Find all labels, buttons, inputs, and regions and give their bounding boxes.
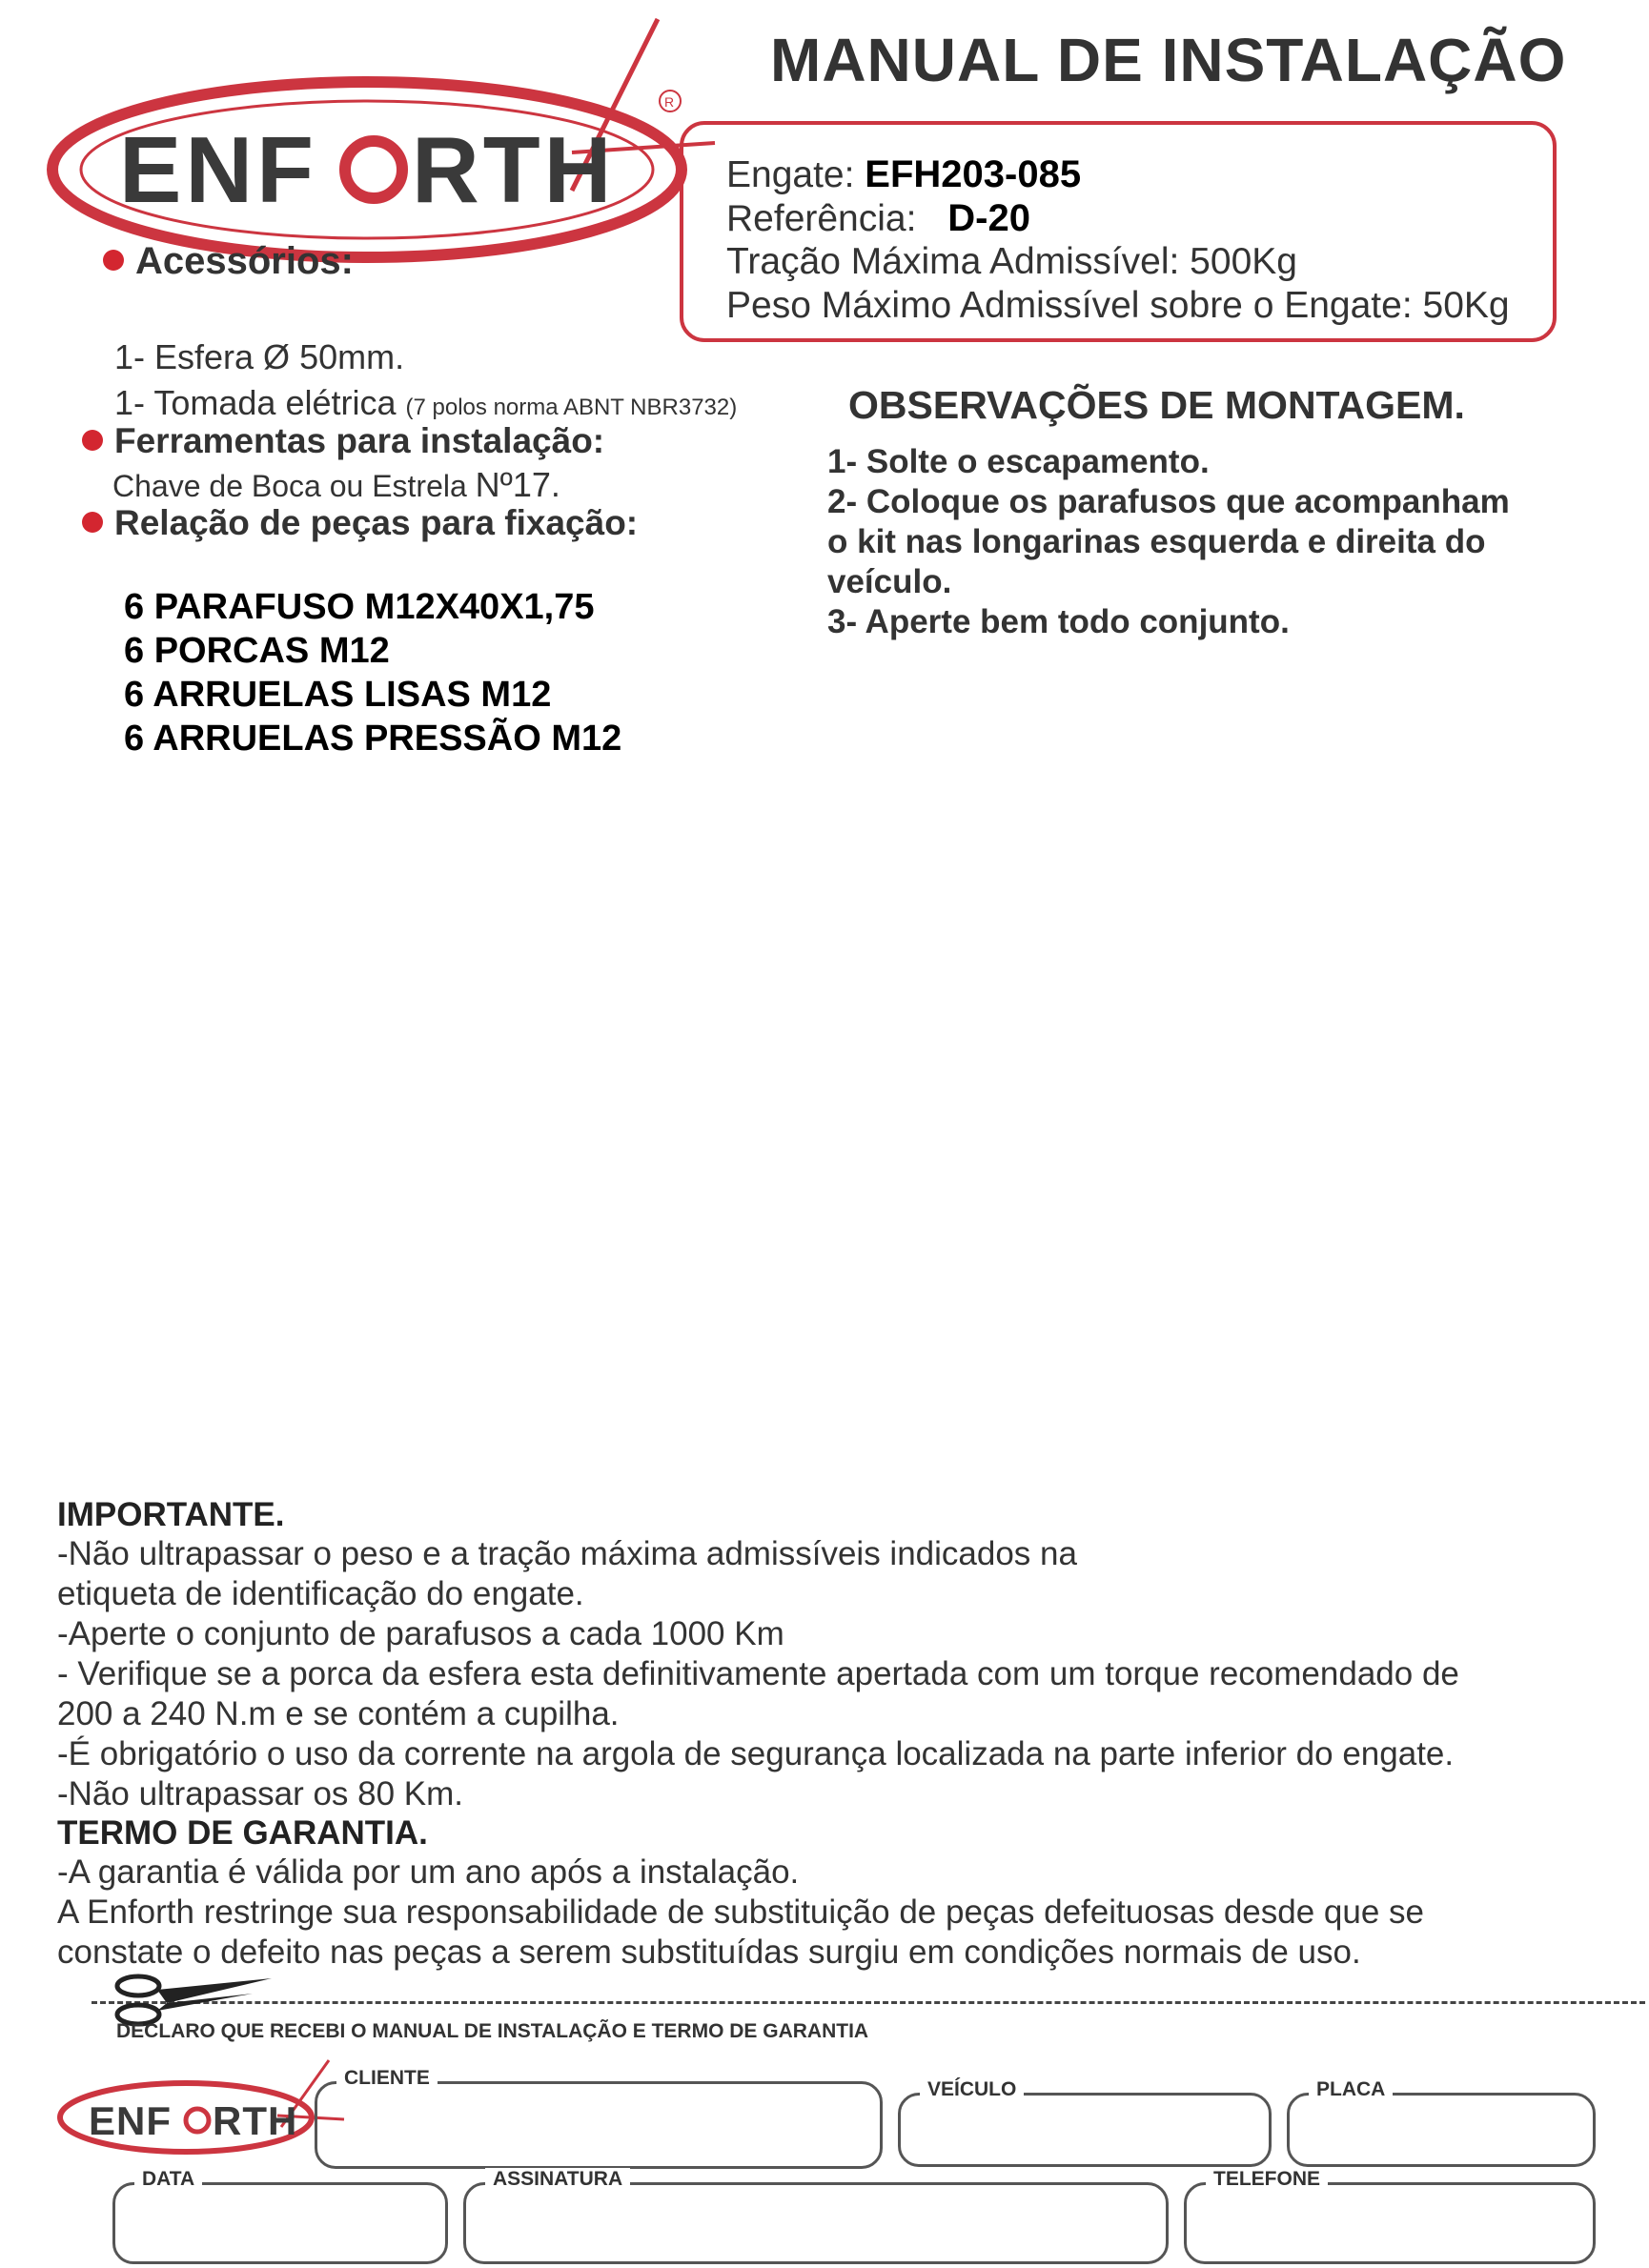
tools-heading xyxy=(82,421,604,461)
tools-text: Chave de Boca ou Estrela xyxy=(112,469,467,503)
warranty-line: -A garantia é válida por um ano após a instalação. xyxy=(57,1853,800,1891)
observation-line: o kit nas longarinas esquerda e direita do xyxy=(827,523,1486,560)
svg-text:RTH: RTH xyxy=(412,117,616,222)
warranty-line: constate o defeito nas peças a serem substituídas surgiu em condições normais de uso. xyxy=(57,1934,1361,1971)
important-line: etiqueta de identificação do engate. xyxy=(57,1575,584,1612)
accessory-note: (7 polos norma ABNT NBR3732) xyxy=(405,395,738,420)
accessory-item xyxy=(114,383,737,423)
warranty-title: TERMO DE GARANTIA. xyxy=(57,1814,428,1852)
referencia-label: Referência: xyxy=(726,198,917,239)
observation-line: veículo. xyxy=(827,563,952,600)
warranty-line: A Enforth restringe sua responsabilidade de substituição de peças defeituosas desde que se xyxy=(57,1893,1425,1931)
bullet-icon xyxy=(103,250,124,271)
important-line: -Não ultrapassar os 80 Km. xyxy=(57,1775,464,1812)
important-line: - Verifique se a porca da esfera esta definitivamente apertada com um torque recomendado de xyxy=(57,1655,1459,1692)
telefone-field[interactable] xyxy=(1184,2168,1596,2264)
svg-text:ENF: ENF xyxy=(119,117,317,222)
telefone-label: TELEFONE xyxy=(1206,2168,1328,2191)
engate-line xyxy=(726,153,1081,196)
engate-value: EFH203-085 xyxy=(865,153,1082,195)
veiculo-field[interactable] xyxy=(898,2078,1272,2167)
declaration-text: DECLARO QUE RECEBI O MANUAL DE INSTALAÇÃO E TERMO DE GARANTIA xyxy=(116,2020,869,2042)
accessory-text: 1- Esfera Ø 50mm. xyxy=(114,337,405,376)
svg-text:ENF: ENF xyxy=(89,2098,172,2143)
accessory-item xyxy=(114,337,404,377)
parts-item: 6 ARRUELAS PRESSÃO M12 xyxy=(124,719,622,759)
accessory-text: 1- Tomada elétrica xyxy=(114,383,397,422)
assinatura-label: ASSINATURA xyxy=(485,2168,630,2191)
parts-heading xyxy=(82,503,638,543)
spec-box xyxy=(680,121,1557,342)
placa-field[interactable] xyxy=(1287,2078,1596,2167)
referencia-line xyxy=(726,197,1030,240)
page-title: MANUAL DE INSTALAÇÃO xyxy=(770,26,1567,94)
enforth-logo xyxy=(38,0,724,276)
observation-line: 1- Solte o escapamento. xyxy=(827,443,1210,480)
tracao-line: Tração Máxima Admissível: 500Kg xyxy=(726,241,1297,282)
peso-line: Peso Máximo Admissível sobre o Engate: 50Kg xyxy=(726,285,1510,326)
cliente-label: CLIENTE xyxy=(336,2067,438,2090)
important-title: IMPORTANTE. xyxy=(57,1496,285,1533)
cliente-field[interactable] xyxy=(315,2067,883,2169)
referencia-value: D-20 xyxy=(947,197,1030,239)
data-field[interactable] xyxy=(112,2168,448,2264)
accessories-heading xyxy=(103,240,354,283)
tools-title: Ferramentas para instalação: xyxy=(114,421,605,460)
parts-item: 6 ARRUELAS LISAS M12 xyxy=(124,675,552,715)
parts-item: 6 PORCAS M12 xyxy=(124,631,390,671)
observations-title: OBSERVAÇÕES DE MONTAGEM. xyxy=(848,383,1465,427)
important-line: -É obrigatório o uso da corrente na argola de segurança localizada na parte inferior do engate. xyxy=(57,1735,1455,1772)
bullet-icon xyxy=(82,430,103,451)
placa-label: PLACA xyxy=(1309,2078,1393,2101)
important-line: -Não ultrapassar o peso e a tração máxima admissíveis indicados na xyxy=(57,1535,1077,1572)
tools-size: Nº17. xyxy=(475,465,560,504)
parts-list xyxy=(124,585,621,760)
observations-list xyxy=(827,442,1510,642)
observation-line: 2- Coloque os parafusos que acompanham xyxy=(827,483,1510,520)
important-line: -Aperte o conjunto de parafusos a cada 1000 Km xyxy=(57,1615,784,1652)
engate-label: Engate: xyxy=(726,154,855,195)
tools-text-line xyxy=(112,465,560,505)
accessories-title: Acessórios: xyxy=(135,240,354,282)
enforth-logo-small xyxy=(52,2056,348,2161)
important-section xyxy=(57,1496,1459,1973)
bullet-icon xyxy=(82,512,103,533)
svg-text:RTH: RTH xyxy=(213,2098,298,2143)
assinatura-field[interactable] xyxy=(463,2168,1169,2264)
data-label: DATA xyxy=(134,2168,202,2191)
cut-line xyxy=(92,2001,1645,2004)
parts-item: 6 PARAFUSO M12X40X1,75 xyxy=(124,587,595,627)
parts-title: Relação de peças para fixação: xyxy=(114,503,639,542)
observation-line: 3- Aperte bem todo conjunto. xyxy=(827,603,1290,640)
important-line: 200 a 240 N.m e se contém a cupilha. xyxy=(57,1695,620,1732)
svg-text:R: R xyxy=(664,94,675,110)
veiculo-label: VEÍCULO xyxy=(920,2078,1024,2101)
